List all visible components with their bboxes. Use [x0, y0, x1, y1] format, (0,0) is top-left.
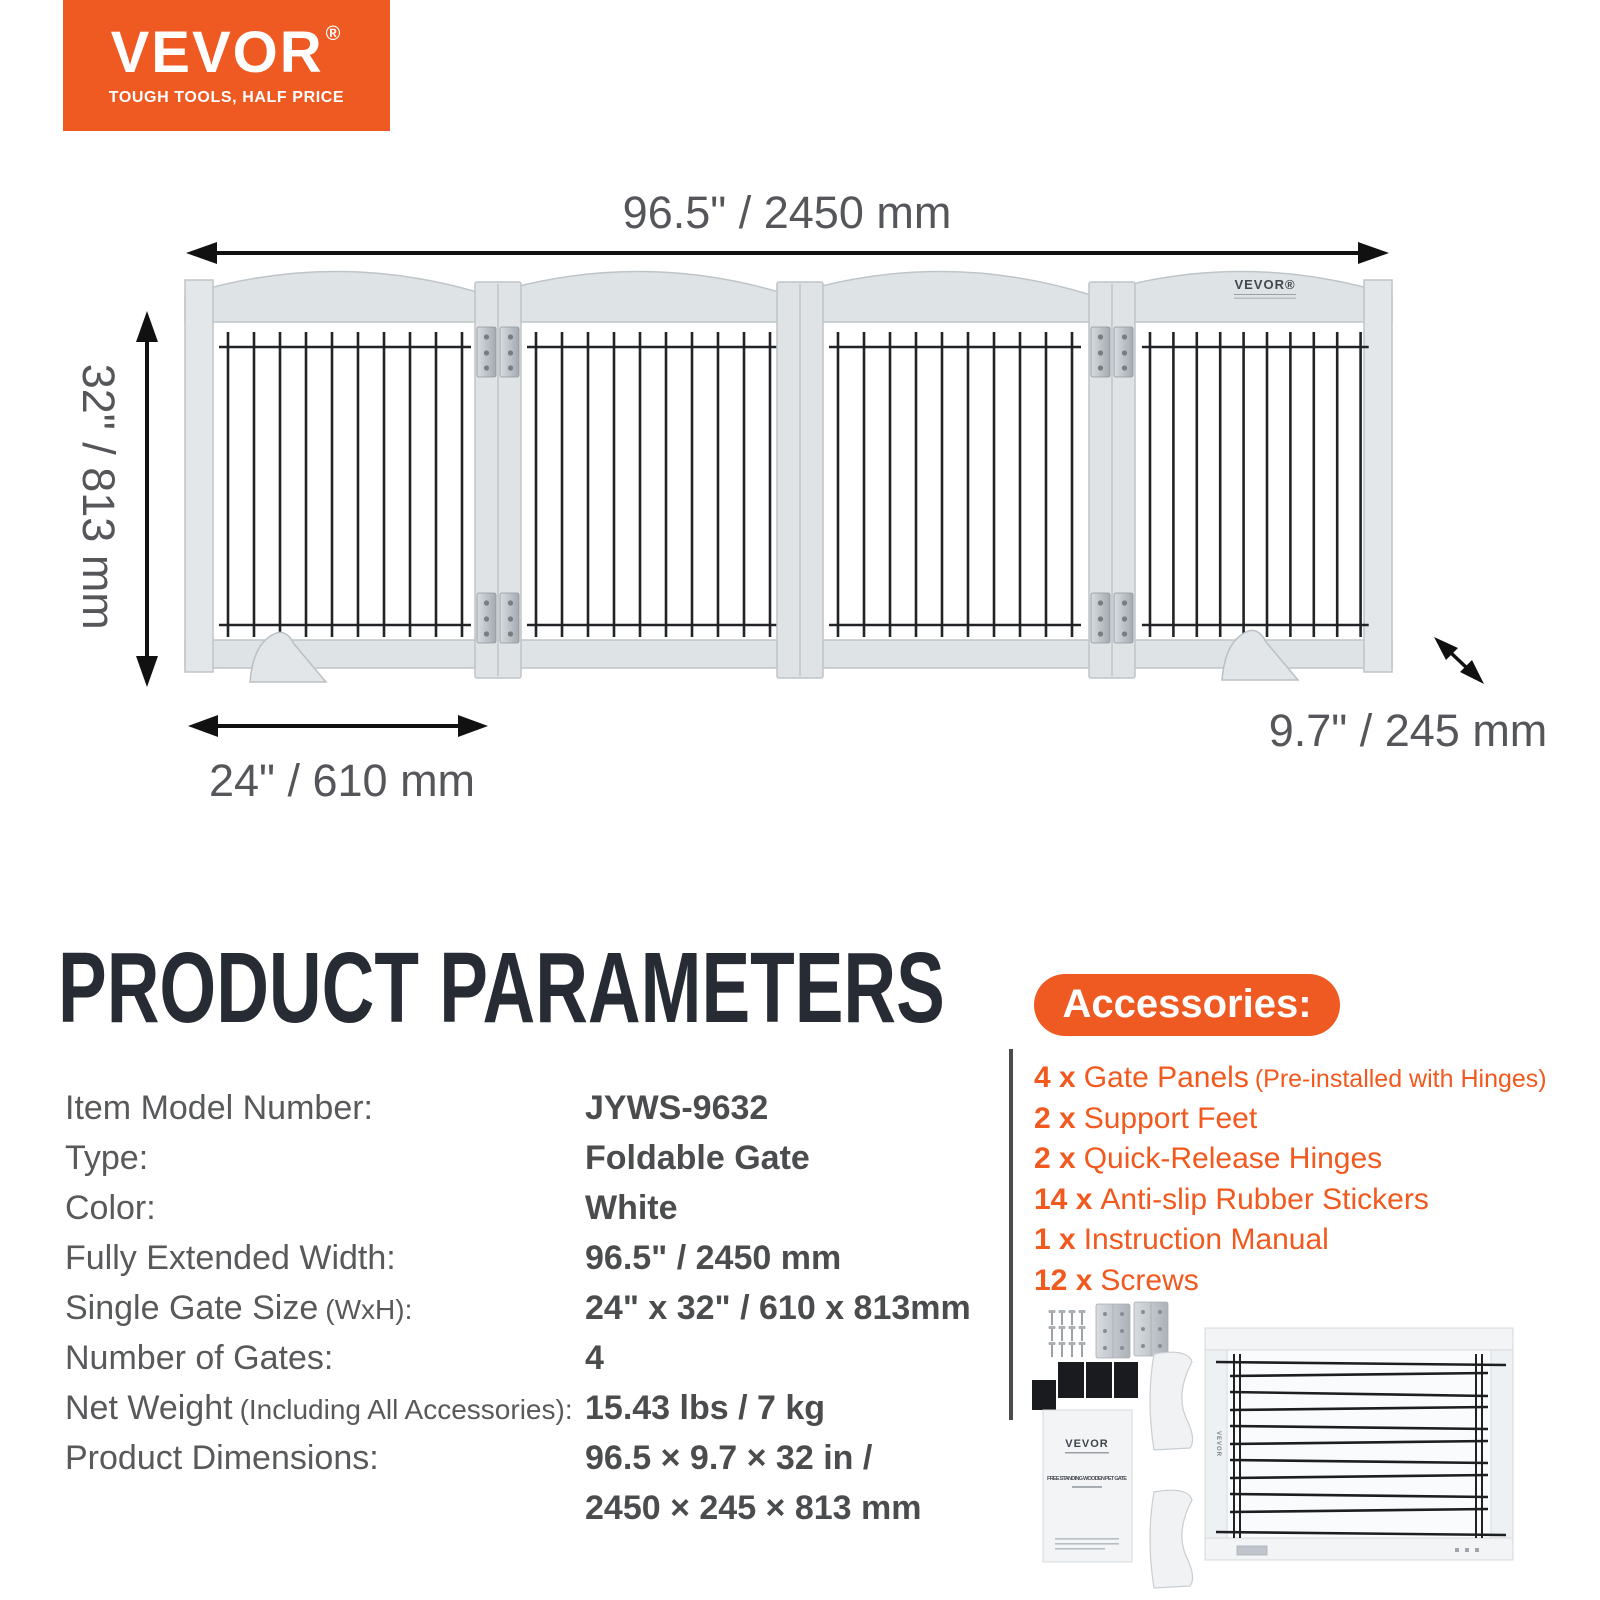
- dimension-panel-width-label: 24" / 610 mm: [208, 755, 476, 806]
- vertical-divider: [1009, 1049, 1013, 1420]
- param-label: Product Dimensions:: [65, 1438, 379, 1477]
- gate-brand-label: [1205, 278, 1325, 299]
- accessory-name: Gate Panels: [1083, 1061, 1249, 1094]
- accessory-item: [1034, 1139, 1594, 1180]
- param-label: Type:: [65, 1138, 149, 1177]
- param-row: [65, 1083, 1045, 1133]
- accessory-item: [1034, 1220, 1594, 1261]
- logo-registered-mark: ®: [325, 23, 343, 45]
- accessory-name: Support Feet: [1083, 1101, 1258, 1135]
- param-row: [65, 1383, 1045, 1433]
- param-value: 96.5 × 9.7 × 32 in /: [585, 1438, 873, 1477]
- dimension-width-label: 96.5" / 2450 mm: [622, 187, 952, 238]
- accessory-item: [1034, 1180, 1594, 1221]
- param-label: Single Gate Size: [65, 1288, 319, 1327]
- kit-hinges: [1096, 1302, 1168, 1358]
- param-row: [65, 1183, 1045, 1233]
- accessory-item: [1034, 1058, 1594, 1099]
- accessory-qty: 1 x: [1034, 1223, 1076, 1256]
- depth-arrow: [1434, 637, 1484, 684]
- accessory-qty: 4 x: [1034, 1061, 1076, 1094]
- param-value: 4: [585, 1338, 604, 1377]
- height-arrow: [136, 311, 158, 687]
- panel-width-arrow: [188, 715, 488, 737]
- manual-brand-text: VEVOR: [1065, 1438, 1109, 1450]
- width-arrow: [186, 242, 1389, 264]
- gate-brand-text: VEVOR®: [1234, 277, 1296, 292]
- kit-folded-gate: [1205, 1328, 1513, 1560]
- accessory-qty: 2 x: [1034, 1142, 1076, 1175]
- logo-tagline: TOUGH TOOLS, HALF PRICE: [108, 89, 345, 106]
- param-label-note: (Including All Accessories):: [239, 1393, 573, 1425]
- param-row: [65, 1133, 1045, 1183]
- manual-title-text: FREE STANDING WOODEN PET GATE: [1047, 1476, 1127, 1482]
- accessory-name: Screws: [1100, 1263, 1199, 1297]
- dimension-height-label: 32" / 813 mm: [72, 363, 124, 630]
- param-value: 96.5" / 2450 mm: [585, 1238, 842, 1277]
- param-value: 15.43 lbs / 7 kg: [585, 1388, 826, 1427]
- accessory-item: [1034, 1099, 1594, 1140]
- param-label-note: (WxH):: [325, 1293, 413, 1325]
- logo-brand-text: VEVOR: [110, 20, 324, 85]
- accessories-heading: Accessories:: [1034, 974, 1340, 1036]
- param-value-line2: 2450 × 245 × 813 mm: [585, 1488, 922, 1527]
- accessory-name: Quick-Release Hinges: [1083, 1142, 1383, 1175]
- param-value: Foldable Gate: [585, 1138, 810, 1177]
- param-row: [65, 1333, 1045, 1383]
- section-title-product-parameters: PRODUCT PARAMETERS: [58, 932, 945, 1044]
- param-label: Number of Gates:: [65, 1338, 334, 1377]
- kit-instruction-manual: [1043, 1410, 1132, 1562]
- param-value: JYWS-9632: [585, 1088, 769, 1127]
- accessory-qty: 14 x: [1034, 1182, 1093, 1216]
- param-row: [65, 1433, 1045, 1483]
- gate-posts: [475, 282, 1135, 678]
- param-value: 24" x 32" / 610 x 813mm: [585, 1288, 971, 1327]
- param-label: Fully Extended Width:: [65, 1238, 396, 1277]
- folded-gate-brand-text: VEVOR: [1215, 1430, 1221, 1458]
- gate-brand-fineprint: [1234, 294, 1296, 299]
- kit-support-feet: [1150, 1352, 1193, 1588]
- accessories-kit-photo: [1020, 1292, 1570, 1597]
- param-label: Net Weight: [65, 1388, 233, 1427]
- accessory-qty: 2 x: [1034, 1101, 1076, 1135]
- param-value: White: [585, 1188, 678, 1227]
- param-label: Item Model Number:: [65, 1088, 373, 1127]
- param-label: Color:: [65, 1188, 156, 1227]
- accessories-list: [1034, 1058, 1594, 1301]
- accessory-name: Instruction Manual: [1083, 1223, 1329, 1256]
- kit-screws: [1049, 1310, 1086, 1357]
- param-row: [65, 1283, 1045, 1333]
- accessory-qty: 12 x: [1034, 1263, 1093, 1297]
- accessory-name: Anti-slip Rubber Stickers: [1100, 1182, 1429, 1216]
- dimension-depth-label: 9.7" / 245 mm: [1268, 705, 1548, 756]
- accessory-note: (Pre-installed with Hinges): [1254, 1065, 1547, 1093]
- param-row: [65, 1233, 1045, 1283]
- kit-rubber-stickers: [1032, 1362, 1138, 1410]
